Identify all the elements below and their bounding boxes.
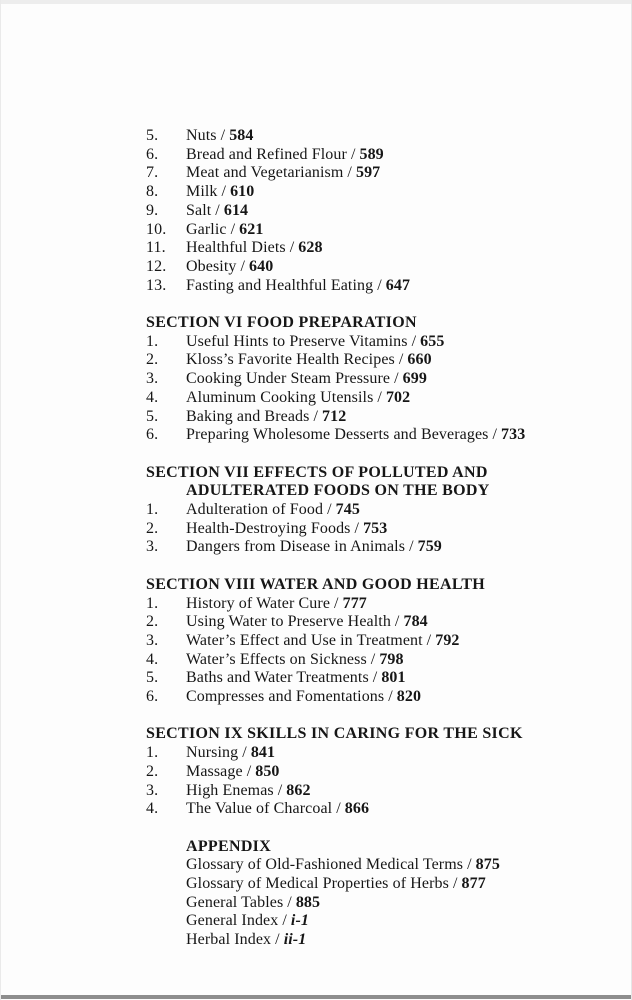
entry-page: 850 — [255, 762, 280, 780]
toc-entry — [146, 782, 586, 801]
toc-entry — [146, 370, 586, 389]
toc-entry — [146, 763, 586, 782]
entry-text — [186, 931, 306, 950]
entry-number: 2. — [146, 351, 159, 369]
section-heading: SECTION VII EFFECTS OF POLLUTED AND — [146, 463, 488, 481]
toc-entry — [146, 613, 586, 632]
entry-number: 4. — [146, 800, 159, 818]
entry-title: Water’s Effect and Use in Treatment — [186, 631, 423, 649]
entry-text — [186, 763, 280, 782]
entry-title: Preparing Wholesome Desserts and Beverages — [186, 426, 489, 444]
section-heading: APPENDIX — [186, 837, 272, 855]
entry-number: 5. — [146, 407, 159, 425]
entry-title: Nuts — [186, 127, 217, 144]
entry-separator: / — [388, 688, 393, 706]
entry-number — [146, 894, 186, 913]
entry-text — [186, 651, 404, 670]
entry-title: Adulteration of Food — [186, 501, 324, 519]
entry-number: 7. — [146, 164, 159, 182]
entry-text — [186, 875, 486, 894]
toc-section — [146, 464, 586, 558]
entry-page: 784 — [403, 613, 428, 631]
entry-text — [186, 239, 323, 258]
entry-page: 798 — [379, 650, 404, 668]
toc-entry — [146, 202, 586, 221]
entry-text — [186, 351, 432, 370]
entry-separator: / — [347, 164, 352, 182]
entry-page: ii-1 — [283, 931, 307, 949]
entry-text — [186, 912, 309, 931]
entry-title: Water’s Effects on Sickness — [186, 650, 367, 668]
toc-entry — [146, 856, 586, 875]
entry-page: 792 — [435, 631, 460, 649]
entry-number: 13. — [146, 276, 167, 294]
entry-page: 589 — [359, 145, 384, 163]
entry-title: Herbal Index — [186, 931, 272, 949]
entry-title: History of Water Cure — [186, 594, 331, 612]
entry-number: 6. — [146, 688, 159, 706]
toc-entry — [146, 688, 586, 707]
toc-entry — [146, 912, 586, 931]
toc-section — [146, 725, 586, 819]
toc-entry — [146, 894, 586, 913]
entry-number: 8. — [146, 183, 159, 201]
entry-text — [186, 613, 428, 632]
entry-page: 712 — [322, 407, 347, 425]
entry-text — [186, 164, 380, 183]
entry-separator: / — [275, 931, 280, 949]
entry-number: 1. — [146, 501, 159, 519]
entry-page: 640 — [249, 257, 274, 275]
entry-separator: / — [277, 781, 283, 799]
entry-page: 699 — [402, 370, 427, 388]
entry-text — [186, 258, 273, 277]
entry-text — [186, 501, 360, 520]
entry-text — [186, 333, 444, 352]
entry-title: Dangers from Disease in Animals — [186, 538, 406, 556]
entry-page: 610 — [230, 183, 255, 201]
entry-number: 3. — [146, 781, 159, 799]
entry-page: 777 — [342, 594, 367, 612]
entry-title: Milk — [186, 183, 218, 201]
entry-title: Baking and Breads — [186, 407, 310, 425]
entry-page: 877 — [461, 875, 486, 893]
toc-entry — [146, 164, 586, 183]
entry-text — [186, 127, 254, 146]
entry-page: 820 — [396, 688, 422, 706]
entry-text — [186, 856, 500, 875]
entry-text — [186, 202, 248, 221]
entry-separator: / — [394, 613, 400, 631]
entry-title: Bread and Refined Flour — [186, 145, 347, 163]
toc-entry — [146, 258, 586, 277]
toc-section — [146, 576, 586, 707]
entry-separator: / — [240, 257, 246, 275]
entry-number: 5. — [146, 127, 159, 144]
entry-text — [186, 146, 384, 165]
entry-separator: / — [327, 501, 332, 519]
entry-number: 3. — [146, 370, 159, 388]
entry-text — [186, 800, 369, 819]
entry-number — [146, 856, 186, 875]
entry-number: 3. — [146, 538, 159, 556]
entry-page: 614 — [223, 201, 249, 219]
entry-title: Kloss’s Favorite Health Recipes — [186, 351, 395, 369]
toc-entry — [146, 501, 586, 520]
entry-page: 745 — [335, 501, 360, 519]
toc-entry — [146, 426, 586, 445]
entry-separator: / — [313, 407, 318, 425]
entry-text — [186, 894, 320, 913]
toc-entry — [146, 651, 586, 670]
entry-page: 753 — [363, 519, 388, 537]
entry-number: 5. — [146, 669, 159, 687]
entry-text — [186, 782, 311, 801]
entry-title: Garlic — [186, 220, 227, 238]
entry-title: Baths and Water Treatments — [186, 669, 369, 687]
toc-entry — [146, 931, 586, 950]
toc-entry — [146, 221, 586, 240]
entry-separator: / — [467, 856, 472, 874]
entry-title: Health-Destroying Foods — [186, 519, 351, 537]
toc-section — [146, 314, 586, 445]
entry-separator: / — [336, 800, 341, 818]
entry-separator: / — [221, 183, 227, 201]
entry-page: 660 — [407, 351, 432, 369]
entry-separator: / — [377, 388, 382, 406]
toc-entry — [146, 632, 586, 651]
entry-number: 12. — [146, 257, 167, 275]
entry-page: 862 — [286, 781, 311, 799]
entry-page: 628 — [298, 239, 323, 257]
entry-number: 1. — [146, 594, 159, 612]
entry-number: 6. — [146, 426, 159, 444]
entry-title: High Enemas — [186, 781, 274, 799]
entry-number — [146, 931, 186, 950]
entry-number: 3. — [146, 631, 159, 649]
entry-separator: / — [230, 220, 236, 238]
entry-title: General Index — [186, 912, 279, 930]
entry-separator: / — [398, 351, 404, 369]
entry-text — [186, 538, 442, 557]
section-heading: SECTION IX SKILLS IN CARING FOR THE SICK — [146, 725, 523, 743]
entry-separator: / — [409, 538, 414, 556]
toc-entry — [146, 538, 586, 557]
entry-page: 584 — [229, 127, 254, 144]
entry-text — [186, 426, 525, 445]
entry-separator: / — [350, 145, 356, 163]
entry-title: Compresses and Fomentations — [186, 688, 385, 706]
toc-entry — [146, 183, 586, 202]
entry-separator: / — [370, 650, 376, 668]
toc-entry — [146, 333, 586, 352]
toc-entry — [146, 595, 586, 614]
entry-number: 2. — [146, 519, 159, 537]
entry-page: 866 — [344, 800, 370, 818]
toc-entry — [146, 520, 586, 539]
entry-page: 647 — [385, 276, 411, 294]
entry-text — [186, 370, 427, 389]
entry-number: 4. — [146, 388, 159, 406]
entry-separator: / — [282, 912, 287, 930]
entry-number: 11. — [146, 239, 166, 257]
entry-separator: / — [426, 631, 432, 649]
toc-entry — [146, 408, 586, 427]
entry-page: 885 — [295, 893, 321, 911]
entry-page: 801 — [381, 669, 406, 687]
entry-separator: / — [394, 370, 399, 388]
toc-entry — [146, 146, 586, 165]
entry-separator: / — [492, 426, 498, 444]
toc-entry — [146, 744, 586, 763]
entry-separator: / — [354, 519, 360, 537]
entry-text — [186, 389, 410, 408]
table-of-contents — [146, 127, 586, 950]
entry-text — [186, 669, 406, 688]
entry-title: Nursing — [186, 744, 239, 762]
entry-title: Glossary of Old-Fashioned Medical Terms — [186, 856, 464, 874]
entry-number — [146, 875, 186, 894]
entry-page: 759 — [417, 538, 442, 556]
entry-number: 9. — [146, 201, 159, 219]
entry-page: i-1 — [290, 912, 309, 930]
toc-entry — [146, 127, 586, 146]
entry-separator: / — [452, 875, 458, 893]
entry-separator: / — [289, 239, 295, 257]
toc-entry — [146, 277, 586, 296]
entry-text — [186, 595, 367, 614]
entry-separator: / — [377, 276, 382, 294]
entry-text — [186, 520, 387, 539]
entry-separator: / — [334, 594, 339, 612]
entry-title: Salt — [186, 201, 212, 219]
entry-title: Fasting and Healthful Eating — [186, 276, 374, 294]
entry-number: 4. — [146, 650, 159, 668]
toc-entry — [146, 800, 586, 819]
entry-number: 1. — [146, 332, 159, 350]
entry-page: 841 — [250, 744, 276, 762]
entry-number — [146, 912, 186, 931]
entry-text — [186, 183, 254, 202]
toc-entry — [146, 389, 586, 408]
toc-section — [146, 838, 586, 950]
entry-text — [186, 632, 460, 651]
entry-text — [186, 277, 410, 296]
section-heading: SECTION VI FOOD PREPARATION — [146, 314, 417, 332]
entry-page: 621 — [239, 220, 264, 238]
entry-separator: / — [242, 744, 247, 762]
entry-separator: / — [372, 669, 378, 687]
toc-entry — [146, 875, 586, 894]
entry-title: The Value of Charcoal — [186, 800, 333, 818]
entry-number: 6. — [146, 145, 159, 163]
entry-title: Glossary of Medical Properties of Herbs — [186, 875, 449, 893]
entry-separator: / — [246, 762, 252, 780]
entry-text — [186, 408, 346, 427]
toc-entry — [146, 669, 586, 688]
entry-page: 875 — [475, 856, 500, 874]
entry-page: 655 — [420, 332, 445, 350]
entry-title: Using Water to Preserve Health — [186, 613, 391, 631]
entry-title: General Tables — [186, 893, 284, 911]
entry-title: Obesity — [186, 257, 237, 275]
entry-title: Useful Hints to Preserve Vitamins — [186, 332, 408, 350]
toc-entry — [146, 239, 586, 258]
entry-number: 2. — [146, 613, 159, 631]
entry-title: Massage — [186, 762, 243, 780]
entry-page: 702 — [385, 388, 411, 406]
entry-separator: / — [215, 201, 220, 219]
page-top-edge — [1, 0, 631, 4]
section-heading: ADULTERATED FOODS ON THE BODY — [186, 482, 490, 500]
entry-separator: / — [287, 893, 292, 911]
entry-page: 733 — [501, 426, 526, 444]
entry-page: 597 — [355, 164, 381, 182]
entry-number: 10. — [146, 220, 167, 238]
entry-title: Healthful Diets — [186, 239, 286, 257]
entry-number: 1. — [146, 744, 159, 762]
toc-entry — [146, 351, 586, 370]
entry-text — [186, 221, 263, 240]
entry-title: Meat and Vegetarianism — [186, 164, 344, 182]
page-bottom-edge — [1, 995, 631, 999]
toc-section — [146, 127, 586, 295]
entry-text — [186, 688, 421, 707]
entry-title: Cooking Under Steam Pressure — [186, 370, 391, 388]
entry-text — [186, 744, 275, 763]
section-heading: SECTION VIII WATER AND GOOD HEALTH — [146, 575, 486, 593]
entry-title: Aluminum Cooking Utensils — [186, 388, 374, 406]
entry-separator: / — [220, 127, 226, 144]
entry-number: 2. — [146, 762, 159, 780]
entry-separator: / — [411, 332, 417, 350]
